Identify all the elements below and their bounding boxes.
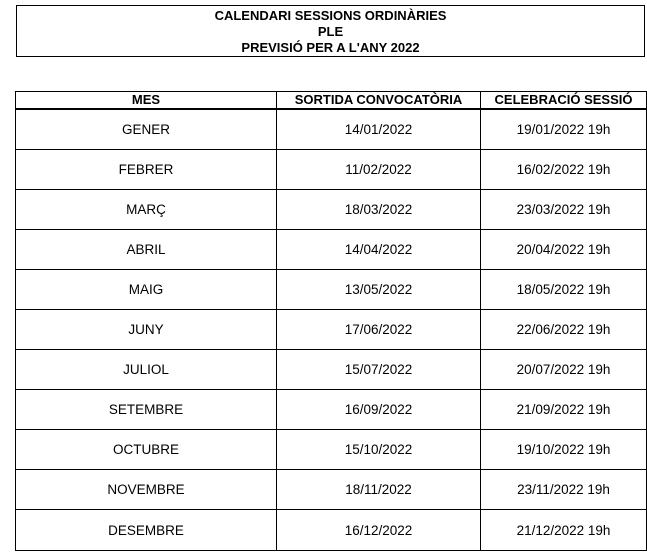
session-date-cell: 19/10/2022 19h <box>481 430 647 470</box>
month-cell: JUNY <box>16 310 277 350</box>
sessions-calendar-table <box>15 91 647 551</box>
document-year-forecast: PREVISIÓ PER A L'ANY 2022 <box>241 40 420 55</box>
column-header-convocation: SORTIDA CONVOCATÒRIA <box>277 92 481 110</box>
month-cell: GENER <box>16 109 277 150</box>
table-row <box>16 470 647 510</box>
convocation-date-cell: 14/01/2022 <box>277 109 481 150</box>
convocation-date-cell: 11/02/2022 <box>277 150 481 190</box>
month-cell: ABRIL <box>16 230 277 270</box>
convocation-date-cell: 15/10/2022 <box>277 430 481 470</box>
document-subtitle: PLE <box>317 24 344 39</box>
column-header-session: CELEBRACIÓ SESSIÓ <box>481 92 647 110</box>
table-row <box>16 510 647 551</box>
session-date-cell: 22/06/2022 19h <box>481 310 647 350</box>
convocation-date-cell: 16/09/2022 <box>277 390 481 430</box>
table-row <box>16 350 647 390</box>
table-row <box>16 230 647 270</box>
month-cell: JULIOL <box>16 350 277 390</box>
session-date-cell: 16/02/2022 19h <box>481 150 647 190</box>
month-cell: MAIG <box>16 270 277 310</box>
table-row <box>16 310 647 350</box>
table-row <box>16 430 647 470</box>
session-date-cell: 23/11/2022 19h <box>481 470 647 510</box>
month-cell: MARÇ <box>16 190 277 230</box>
month-cell: DESEMBRE <box>16 510 277 551</box>
convocation-date-cell: 16/12/2022 <box>277 510 481 551</box>
month-cell: NOVEMBRE <box>16 470 277 510</box>
convocation-date-cell: 18/03/2022 <box>277 190 481 230</box>
table-row <box>16 109 647 150</box>
document-title: CALENDARI SESSIONS ORDINÀRIES <box>214 8 447 23</box>
table-header-row <box>16 92 647 110</box>
session-date-cell: 23/03/2022 19h <box>481 190 647 230</box>
table-row <box>16 270 647 310</box>
convocation-date-cell: 17/06/2022 <box>277 310 481 350</box>
convocation-date-cell: 15/07/2022 <box>277 350 481 390</box>
document-title-box <box>16 5 645 57</box>
table-row <box>16 190 647 230</box>
session-date-cell: 19/01/2022 19h <box>481 109 647 150</box>
session-date-cell: 20/04/2022 19h <box>481 230 647 270</box>
session-date-cell: 21/09/2022 19h <box>481 390 647 430</box>
month-cell: FEBRER <box>16 150 277 190</box>
month-cell: SETEMBRE <box>16 390 277 430</box>
table-row <box>16 390 647 430</box>
month-cell: OCTUBRE <box>16 430 277 470</box>
convocation-date-cell: 14/04/2022 <box>277 230 481 270</box>
convocation-date-cell: 13/05/2022 <box>277 270 481 310</box>
session-date-cell: 18/05/2022 19h <box>481 270 647 310</box>
convocation-date-cell: 18/11/2022 <box>277 470 481 510</box>
session-date-cell: 21/12/2022 19h <box>481 510 647 551</box>
column-header-month: MES <box>16 92 277 110</box>
session-date-cell: 20/07/2022 19h <box>481 350 647 390</box>
table-row <box>16 150 647 190</box>
